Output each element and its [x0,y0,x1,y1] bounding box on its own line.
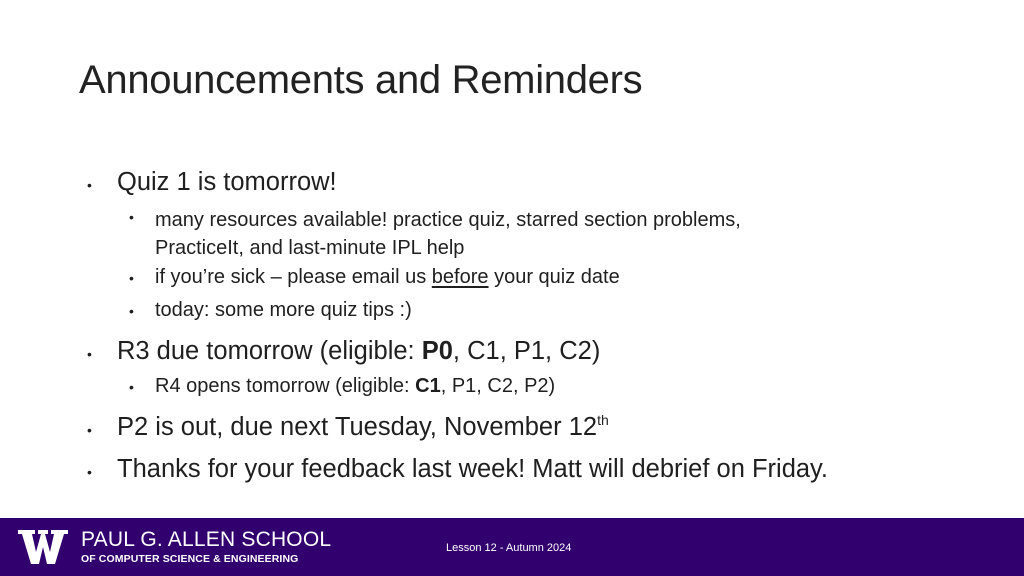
bullet-quiz [117,168,337,197]
r3-text-bold: P0 [421,337,453,365]
bullet-icon: • [87,346,92,362]
p2-text-superscript: th [597,412,609,428]
sick-text-underlined: before [431,266,489,288]
footer-bar [0,518,1024,576]
bullet-icon: • [129,209,134,225]
bullet-icon: • [129,303,134,319]
school-name: PAUL G. ALLEN SCHOOL [81,528,332,551]
sub-bullet-resources-line1: many resources available! practice quiz, starred section problems, [155,209,741,231]
sick-text-before: if you’re sick – please email us [155,266,432,288]
sub-bullet-r4 [155,375,555,398]
r3-text-prefix: R3 due tomorrow (eligible: [117,337,422,365]
bullet-icon: • [129,270,134,286]
bullet-feedback: Thanks for your feedback last week! Matt will debrief on Friday. [117,455,828,483]
sub-bullet-tips: today: some more quiz tips :) [155,299,412,321]
bullet-icon: • [129,379,134,395]
sub-bullet-resources [155,206,741,262]
p2-text: P2 is out, due next Tuesday, November 12 [117,413,598,441]
bullet-icon: • [87,177,92,193]
sub-bullet-resources-line2: PracticeIt, and last-minute IPL help [155,237,465,259]
slide-title: Announcements and Reminders [79,58,643,102]
bullet-icon: • [87,422,92,438]
r4-text-suffix: , P1, C2, P2) [440,375,556,397]
r3-text-suffix: , C1, P1, C2) [452,337,601,365]
sick-text-after: your quiz date [488,266,620,288]
bullet-r3 [117,337,600,366]
bullet-icon: • [87,464,92,480]
school-subtitle: OF COMPUTER SCIENCE & ENGINEERING [81,553,299,565]
r4-text-bold: C1 [415,375,441,397]
bullet-quiz-text: Quiz 1 is tomorrow! [117,168,337,196]
r4-text-prefix: R4 opens tomorrow (eligible: [155,375,416,397]
sub-bullet-sick [155,266,620,289]
bullet-p2 [117,413,609,442]
lesson-label: Lesson 12 - Autumn 2024 [446,542,572,554]
uw-w-logo-icon [18,530,68,564]
